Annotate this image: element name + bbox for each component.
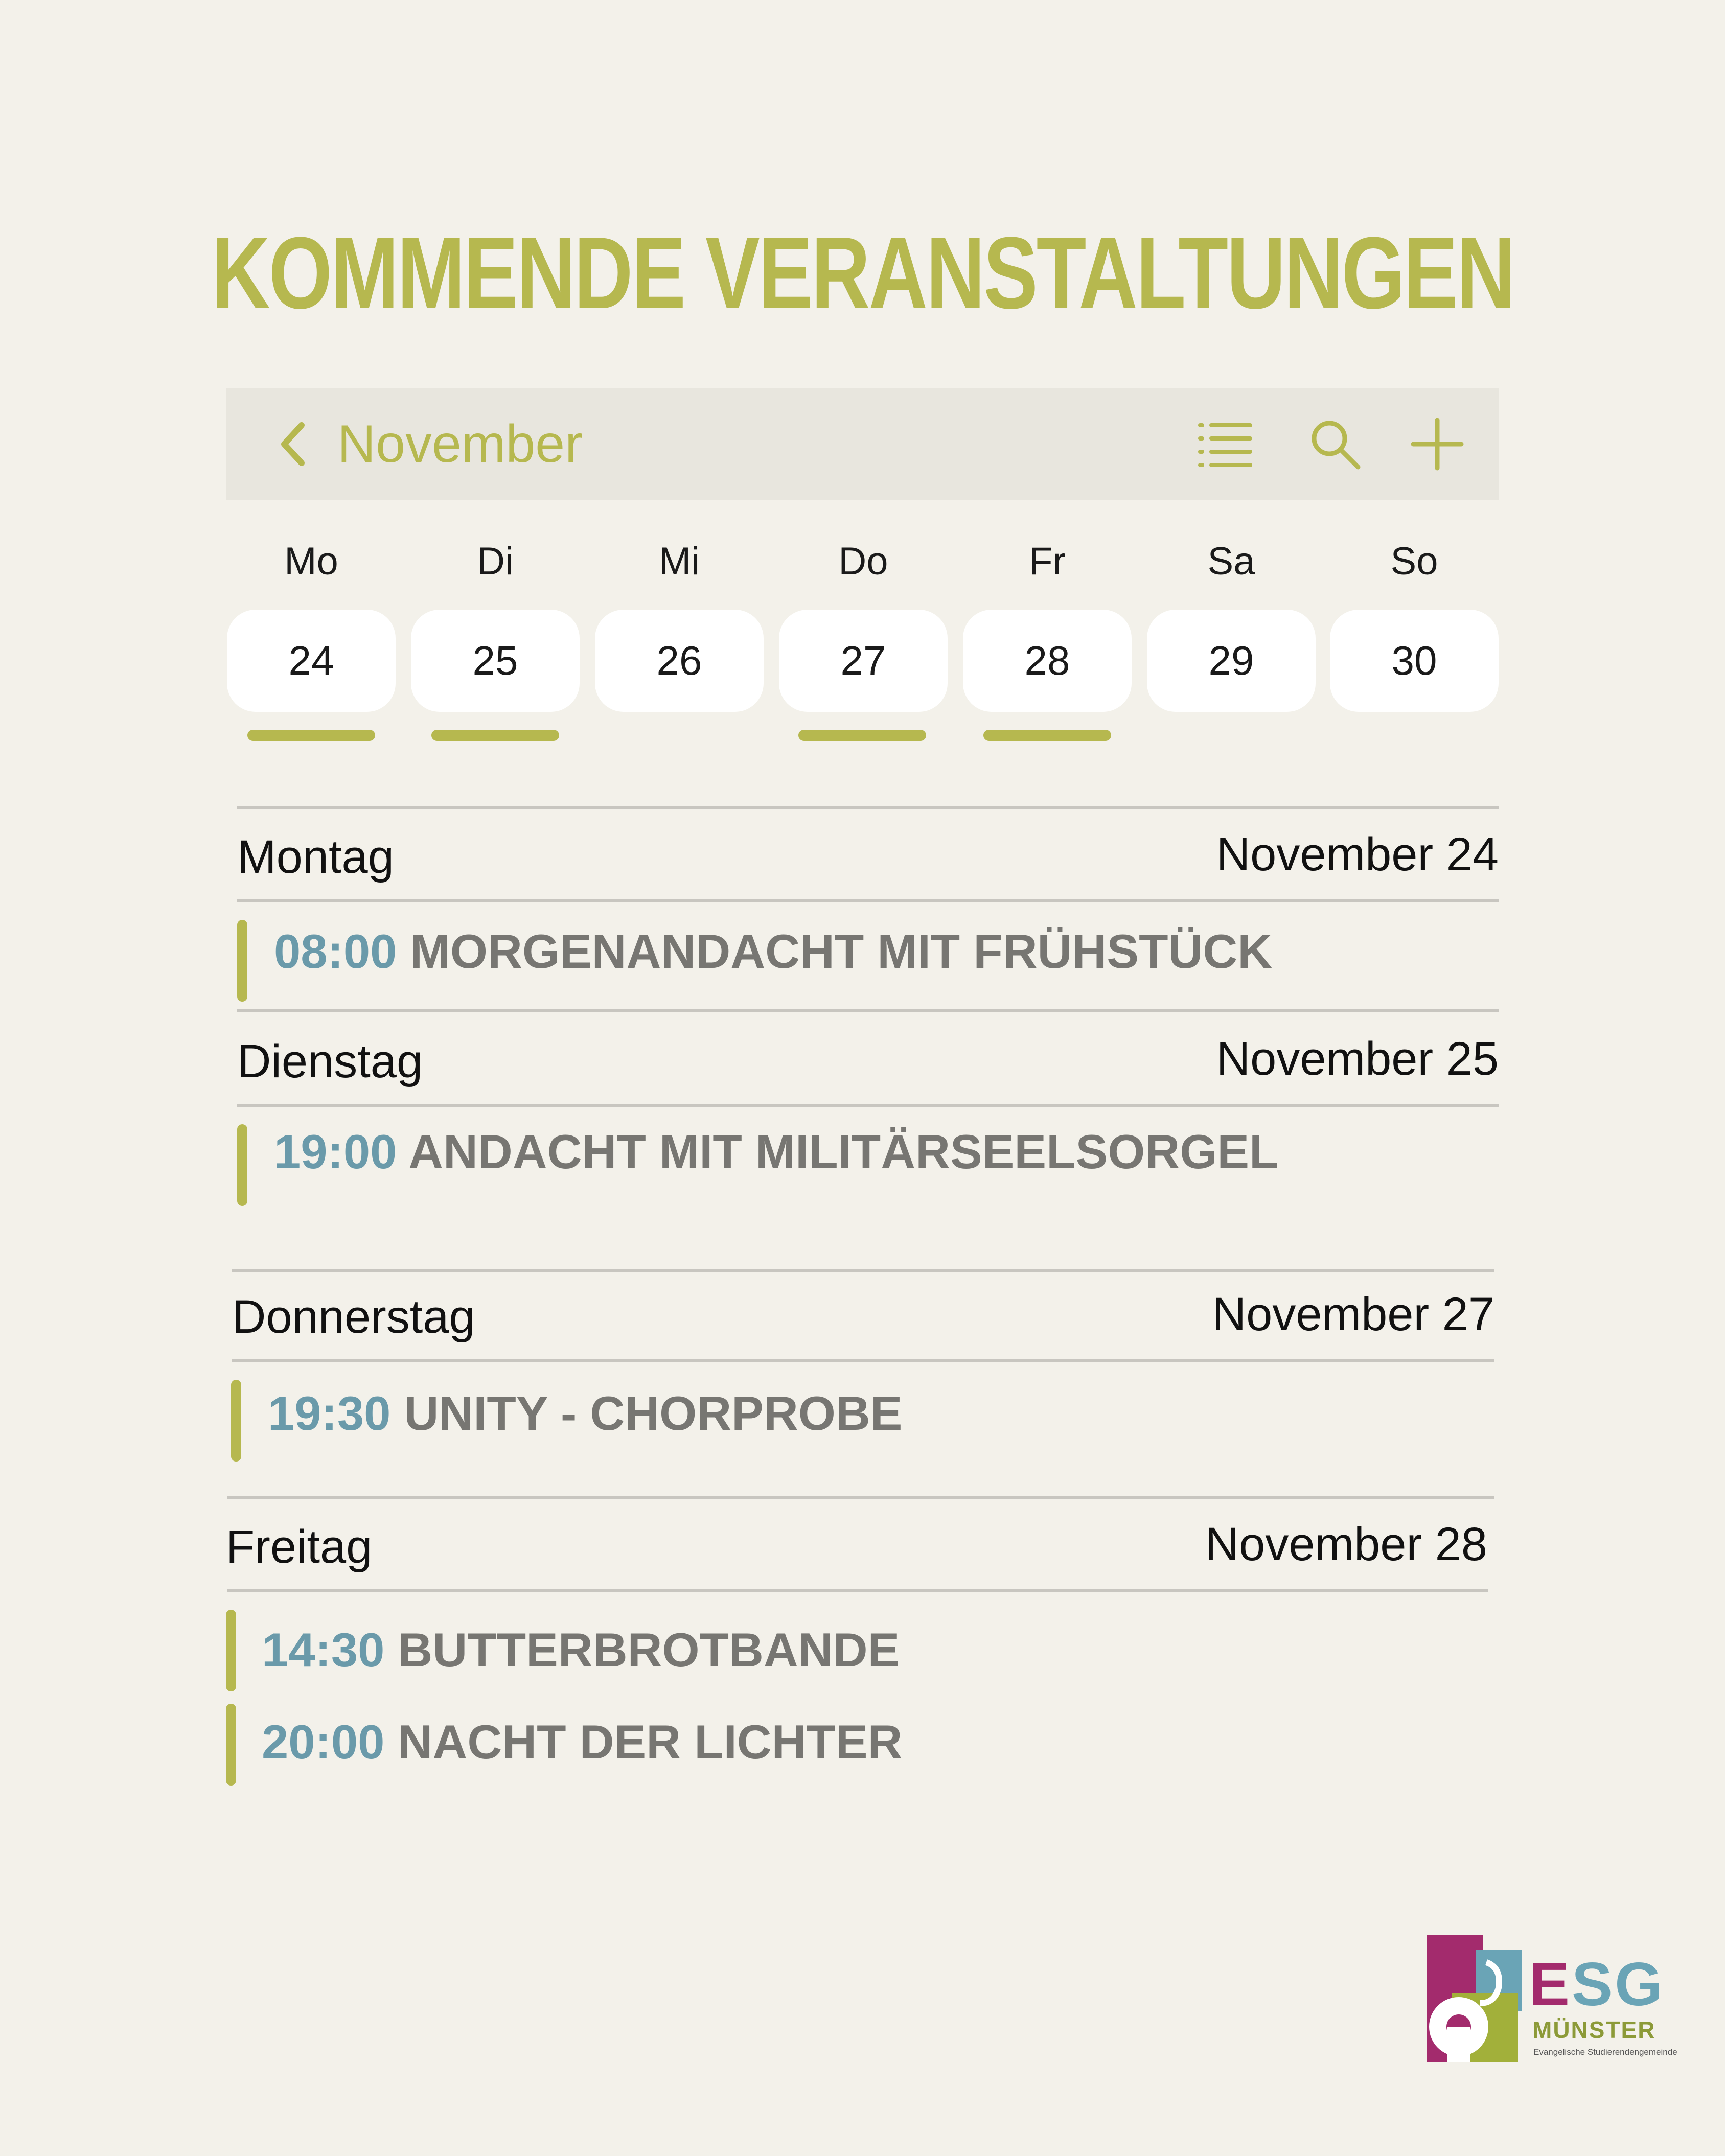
divider (232, 1359, 1494, 1362)
weekday-label: Di (477, 540, 514, 583)
weekday-label: Mi (658, 540, 700, 583)
event-time: 19:30 (268, 1386, 391, 1440)
event-title: NACHT DER LICHTER (398, 1715, 903, 1769)
event-time: 14:30 (262, 1623, 385, 1677)
event-indicator (798, 730, 926, 741)
event-title: BUTTERBROTBANDE (398, 1623, 900, 1677)
divider (227, 1589, 1488, 1592)
event-marker (237, 1124, 247, 1206)
section-date: November 27 (1212, 1288, 1494, 1340)
plus-icon[interactable] (1409, 416, 1465, 472)
event-marker (231, 1380, 241, 1462)
day-cell[interactable]: 29 (1147, 610, 1316, 712)
event-item[interactable] (268, 1386, 902, 1441)
section-date: November 28 (1205, 1518, 1487, 1570)
day-cell[interactable]: 28 (963, 610, 1132, 712)
divider (237, 1009, 1499, 1012)
day-cell[interactable]: 25 (411, 610, 580, 712)
page-title: KOMMENDE VERANSTALTUNGEN (211, 216, 1514, 330)
weekday-label: Sa (1207, 540, 1255, 583)
event-title: UNITY - CHORPROBE (404, 1386, 903, 1440)
search-icon[interactable] (1307, 416, 1363, 472)
section-day-name: Dienstag (237, 1035, 423, 1087)
event-marker (226, 1704, 236, 1786)
weekday-label: Fr (1029, 540, 1066, 583)
event-item[interactable] (262, 1714, 903, 1770)
divider (232, 1269, 1494, 1272)
esg-logo (1425, 1932, 1677, 2065)
list-icon[interactable] (1197, 416, 1253, 472)
weekday-header (226, 539, 1499, 595)
event-item[interactable] (274, 1124, 1278, 1179)
event-indicator (247, 730, 375, 741)
event-time: 08:00 (274, 924, 397, 978)
event-time: 20:00 (262, 1715, 385, 1769)
event-title: MORGENANDACHT MIT FRÜHSTÜCK (410, 924, 1273, 978)
divider (227, 1496, 1494, 1499)
event-indicator (431, 730, 559, 741)
weekday-label: So (1390, 540, 1438, 583)
section-date: November 24 (1216, 828, 1499, 880)
day-cell[interactable]: 26 (595, 610, 764, 712)
logo-letter: S (1572, 1950, 1615, 2019)
section-day-name: Donnerstag (232, 1291, 475, 1343)
divider (237, 1104, 1499, 1107)
section-day-name: Freitag (226, 1521, 373, 1573)
event-item[interactable] (262, 1622, 900, 1678)
weekday-label: Mo (284, 540, 338, 583)
event-time: 19:00 (274, 1125, 397, 1178)
divider (237, 806, 1499, 809)
logo-subtitle: Evangelische Studierendengemeinde (1533, 2047, 1677, 2057)
event-marker (226, 1610, 236, 1691)
event-indicator (983, 730, 1111, 741)
day-cell[interactable]: 30 (1330, 610, 1499, 712)
month-label[interactable]: November (337, 414, 583, 474)
weekday-label: Do (838, 540, 888, 583)
section-date: November 25 (1216, 1033, 1499, 1085)
event-marker (237, 920, 247, 1002)
day-cell[interactable]: 24 (227, 610, 396, 712)
divider (237, 899, 1499, 902)
event-title: ANDACHT MIT MILITÄRSEELSORGEL (408, 1125, 1279, 1178)
logo-city: MÜNSTER (1532, 2016, 1656, 2043)
event-item[interactable] (274, 924, 1272, 979)
section-day-name: Montag (237, 831, 394, 883)
logo-letter: G (1615, 1950, 1665, 2019)
day-cell[interactable]: 27 (779, 610, 948, 712)
logo-mark-icon (1425, 1932, 1527, 2065)
chevron-left-icon[interactable] (272, 421, 318, 467)
logo-wordmark (1529, 1949, 1664, 2020)
calendar-toolbar (226, 388, 1499, 500)
logo-letter: E (1529, 1950, 1572, 2019)
